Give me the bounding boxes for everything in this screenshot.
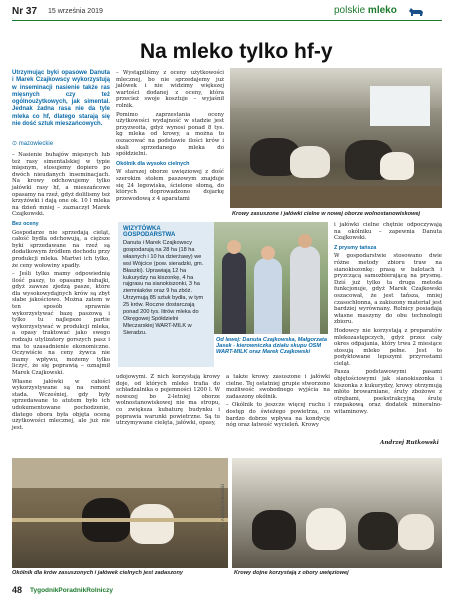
column-4 <box>334 222 442 418</box>
footer-brand: TygodnikPoradnikRolniczy <box>30 587 113 594</box>
col4-heading: Z prysmy tańsza <box>334 244 377 251</box>
cow-figure <box>306 508 346 550</box>
col1-paragraph: Własne jałówki w całości wykorzystywane są na remont stada. Wcześniej, gdy były sprzedawane to atutem było ich udokumentowane pochodzenie, dlatego obora była objęta oceną użytkowości mlecznej, ale już nie jest. <box>12 378 110 431</box>
region-tag <box>12 140 53 147</box>
barn-window <box>370 86 430 126</box>
col2-heading: Okólnik dla wysoko cielnych <box>116 160 190 167</box>
farm-profile-title-1: WIZYTÓWKA <box>123 226 161 232</box>
barn-floor <box>230 186 442 208</box>
photo-caption-top: Krowy zasuszone i jałówki cielne w nowej oborze wolnostanowiskowej <box>232 211 421 217</box>
photo-credit: Fot. Andrzej Rutkowski <box>220 484 225 530</box>
person-face <box>227 240 241 254</box>
col1-paragraph: – Nasienie buhajów mięsnych lub też rasy simentalskiej w typie mięsnym, stosujemy dopiero po dwóch nieudanych inseminacjach. Na krowy odchowujemy tylko jałówki rasy hf, a mieszańcowe opasamy na rzeź, gdyż dolilismy też krzyżówki i dają one ok. 10 l mleka na dzień mniej – zaznaczył Marek Czajkowski. <box>12 152 110 218</box>
cow-figure <box>398 514 434 550</box>
col2-paragraph: Pomimo zaprzestania oceny użytkowości wydajność w stadzie jest przyzwoita, gdyż wynosi ponad 8 tys. kg mleka od krowy, a można to oszacować na podstawie ilości krów i skali sprzedanego mleka do spółdzielni. <box>116 111 224 158</box>
column-1 <box>12 152 110 433</box>
cow-figure <box>380 152 414 180</box>
person-figure <box>222 252 246 334</box>
cow-figure <box>130 504 174 544</box>
farm-profile-box <box>118 222 214 367</box>
cow-figure <box>358 512 398 550</box>
fence <box>12 518 228 522</box>
article-title: Na mleko tylko hf-y <box>140 40 333 63</box>
article-lead: Utrzymując byki opasowe Danuta i Marek Czajkowscy wykorzystują w inseminacji nasienie także ras mięsnych czy też ogólnoużytkowych, jak simental. Jednak żadna rasa nie da tyle mleka co hf, dlatego starają się nie dość sztuk mieszańcowych. <box>12 70 110 128</box>
photo-people <box>214 222 328 334</box>
column-2-bottom: udojowymi. Z nich korzystają krowy doje, od których mleko trafia do schładzalnika o pojemności 1200 l. W nowszej bo 2-letniej oborze wolnostanowiskowej nie ma stropu, co zwiększa kubaturę budynku i poprawia warunki powietrzne. Są tu utrzymywane cielęta, jałówki, opasy, <box>116 374 220 427</box>
person-face <box>298 234 312 248</box>
col3-paragraph: – Okólnik to jeszcze więcej ruchu i dostęp do świeżego powietrza, co bardzo dobrze wpływa na kondycję nóg oraz łatwość wycieleń. Krowy <box>226 402 330 429</box>
col3-paragraph: a także krowy zasuszone i jałówki cielne. Tej ostatniej grupie stworzono możliwość swobodnego wyjścia na zadaszony okólnik. <box>226 374 330 400</box>
barn-beam <box>12 458 228 488</box>
people-caption: Od lewej: Danuta Czajkowska, Małgorzata Jasek - kierowniczka działu skupu OSM WART-MILK oraz Marek Czajkowski <box>216 337 327 355</box>
farm-profile-title-2: GOSPODARSTWA <box>123 232 176 238</box>
header-rule <box>12 20 442 21</box>
photo-barn-dry-cows <box>230 68 442 208</box>
section-main: mleko <box>367 5 397 16</box>
col1-paragraph: – Jeśli tylko mamy odpowiednią ilość paszy, to opasamy buhajki, gdyż zawsze zjedzą pasze, które dla wysokowydajnych krów są zbyt słabe jakościowo. Można zatem w ten sposób sprawnie wykorzystywać bazę paszową i tylko tu najlepsze partie wykorzystywać w produkcji mleka, a opasy traktować jako swego rodzaju utylizatory gorszych pasz i ma to uzasadnienie ekonomiczne. Oczywiście na ceny żywca nie mamy wpływu, możemy tylko liczyć, że się poprawią – oznajmił Marek Czajkowski. <box>12 271 110 376</box>
pin-icon: ⊙ <box>12 141 18 147</box>
person-figure <box>254 258 282 334</box>
col4-paragraph: i jałówki cielne chętnie odpoczywają na okólniku – zapewnia Danuta Czajkowski. <box>334 222 442 242</box>
person-figure <box>290 246 320 334</box>
cow-figure <box>252 510 296 550</box>
region-tag-label: mazowieckie <box>18 141 54 147</box>
section-prefix: polskie <box>334 5 366 16</box>
column-2-top <box>116 70 224 204</box>
col4-paragraph: W gospodarstwie stosowano dwie różne metody zbioru traw na sianokiszonkę: prasą w balotach i pryzczącą samozbierającą na prysmę. Dziś już tylko ta druga metoda funkcjonuje, gdyż Marek Czajkowski oszacował, że jest tańsza, mniej czasochłonna, a zakiszony materiał jest bardziej wyrównany. Rolnicy posiadają własne maszyny do obu technologii zbioru. <box>334 253 442 326</box>
issue-date: 15 września 2019 <box>48 8 103 15</box>
section-label <box>334 5 397 16</box>
col1-paragraph: Gospodarze nie sprzedają cieląt, całość bydła odchowują, a cięższe byki sprzedawane na rzeź są dodatkowym źródłem dochodu przy produkcji mleka. Martwi ich tylko, że ceny wołowiny spadły. <box>12 229 110 269</box>
page-number: 48 <box>12 585 23 595</box>
col4-paragraph: Hodowcy nie korzystają z preparatów mlekozastępczych, gdyż przez cały okres odpajania, który trwa 2 miesiące stosują mleko pełne. Jest to podyktowane lepszymi przyrostami cieląt. <box>334 327 442 367</box>
photo-tie-stall <box>232 458 442 568</box>
column-3-bottom <box>226 374 330 431</box>
person-face <box>261 246 275 260</box>
issue-number: Nr 37 <box>12 6 38 17</box>
col2-paragraph: – Wystąpiliśmy z oceny użytkowości mlecznej, bo nie sprzedajemy już jałówek i nie widzimy większej wartości dodanej z oceny, która przecież swoje kosztuje – wyjaśnił rolnik. <box>116 70 224 109</box>
author-signature: Andrzej Rutkowski <box>380 440 439 446</box>
col4-paragraph: Pasza podstawowymi pasami objętościowymi jak sianokiszonka i kiszonka z kukurydzy, krowy otrzymują młóto browarniane, śruty zbożowe z otrębami, poekstrakcyjną śrutę rzepakową oraz dodatek mineralno-witaminowy. <box>334 369 442 416</box>
cow-logo-icon <box>408 3 424 15</box>
farm-profile-text: Danuta i Marek Czajkowscy gospodarują na 28 ha (18 ha własnych i 10 ha dzierżawy) we wsi Wójcice (pow. sieradzki, gm. Błaszki). Uprawiają 12 ha kukurydzy na kiszonkę, 4 ha rajgrasu na sianokiszonki, 3 ha ziemniaków oraz 9 ha zbóż. Utrzymują 85 sztuk bydła, w tym 25 krów. Roczne dostarczają ponad 200 tys. litrów mleka do Okręgowej Spółdzielni Mleczarskiej WART-MILK w Sieradzu. <box>123 240 204 336</box>
col2-paragraph: W starszej oborze uwięziowej z dość szerokim stołem paszowym znajduje się 24 legowiska, ścielone słomą, do których doprowadzono dojarkę przewodową z 4 aparatami <box>116 169 224 202</box>
col1-heading: Bez oceny <box>12 220 39 227</box>
caption-bottom-right: Krowy dojne korzystają z obory uwięziowej <box>234 570 349 576</box>
caption-bottom-left: Okólnik dla krów zasuszonych i jałówek cielnych jest zadaszony <box>12 570 183 576</box>
photo-paddock <box>12 458 228 568</box>
cow-figure <box>290 146 330 178</box>
